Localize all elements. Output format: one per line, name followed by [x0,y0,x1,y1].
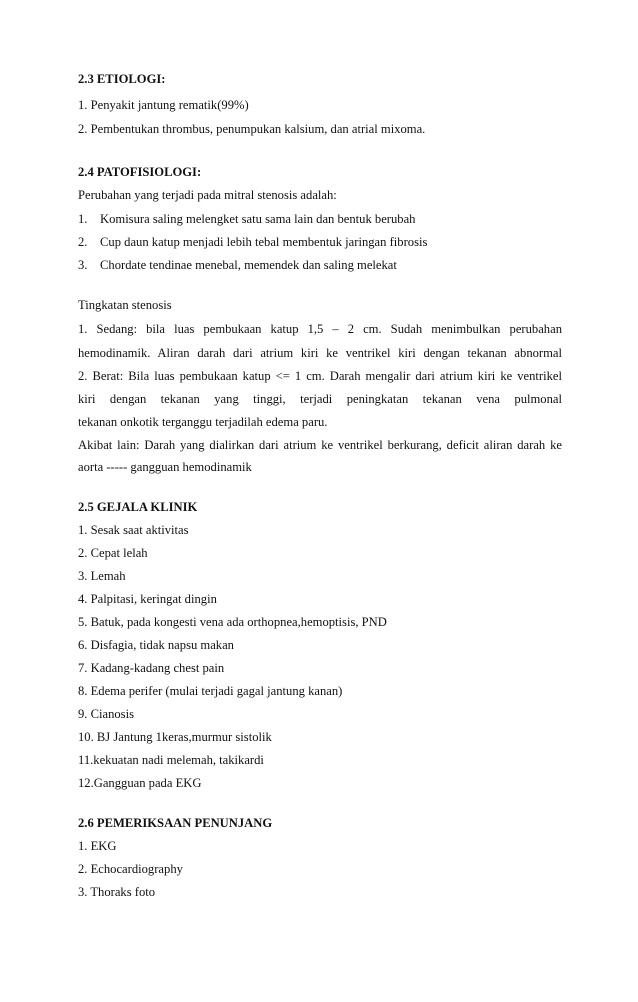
list-item: 2. Echocardiography [78,862,183,876]
list-item: Komisura saling melengket satu sama lain dan bentuk berubah [100,212,416,226]
paragraph-line: 1. Sedang: bila luas pembukaan katup 1,5 – 2 cm. Sudah menimbulkan perubahan [78,322,562,336]
subheading-tingkatan: Tingkatan stenosis [78,298,172,312]
list-item: 3. Thoraks foto [78,885,156,899]
list-item: 12.Gangguan pada EKG [78,776,202,790]
paragraph-line: 2. Berat: Bila luas pembukaan katup <= 1 cm. Darah mengalir dari atrium kiri ke ventrikel [78,369,562,383]
section-heading-etiologi: 2.3 ETIOLOGI: [78,72,166,86]
section-heading-patofisiologi: 2.4 PATOFISIOLOGI: [78,165,202,179]
list-number: 2. [78,235,88,249]
paragraph-line: hemodinamik. Aliran darah dari atrium kiri ke ventrikel kiri dengan tekanan abnormal [78,346,562,360]
list-item: Chordate tendinae menebal, memendek dan saling melekat [100,258,397,272]
list-number: 3. [78,258,88,272]
list-item: Cup daun katup menjadi lebih tebal membentuk jaringan fibrosis [100,235,428,249]
paragraph-line: aorta ----- gangguan hemodinamik [78,460,252,474]
list-item: 1. EKG [78,839,117,853]
list-item: 10. BJ Jantung 1keras,murmur sistolik [78,730,272,744]
list-item: 8. Edema perifer (mulai terjadi gagal jantung kanan) [78,684,343,698]
paragraph-line: tekanan onkotik terganggu terjadilah edema paru. [78,415,328,429]
list-item: 2. Pembentukan thrombus, penumpukan kalsium, dan atrial mixoma. [78,122,426,136]
section-heading-gejala: 2.5 GEJALA KLINIK [78,500,198,514]
list-item: 9. Cianosis [78,707,134,721]
list-item: 1. Penyakit jantung rematik(99%) [78,98,249,112]
section-heading-pemeriksaan: 2.6 PEMERIKSAAN PENUNJANG [78,816,273,830]
list-item: 3. Lemah [78,569,126,583]
list-item: 2. Cepat lelah [78,546,148,560]
list-item: 5. Batuk, pada kongesti vena ada orthopnea,hemoptisis, PND [78,615,387,629]
list-item: 7. Kadang-kadang chest pain [78,661,225,675]
paragraph-line: Akibat lain: Darah yang dialirkan dari atrium ke ventrikel berkurang, deficit aliran darah ke [78,438,562,452]
list-item: 4. Palpitasi, keringat dingin [78,592,217,606]
paragraph-intro: Perubahan yang terjadi pada mitral stenosis adalah: [78,188,337,202]
list-item: 11.kekuatan nadi melemah, takikardi [78,753,264,767]
paragraph-line: kiri dengan tekanan yang tinggi, terjadi peningkatan tekanan vena pulmonal [78,392,562,406]
list-number: 1. [78,212,88,226]
list-item: 1. Sesak saat aktivitas [78,523,189,537]
list-item: 6. Disfagia, tidak napsu makan [78,638,234,652]
